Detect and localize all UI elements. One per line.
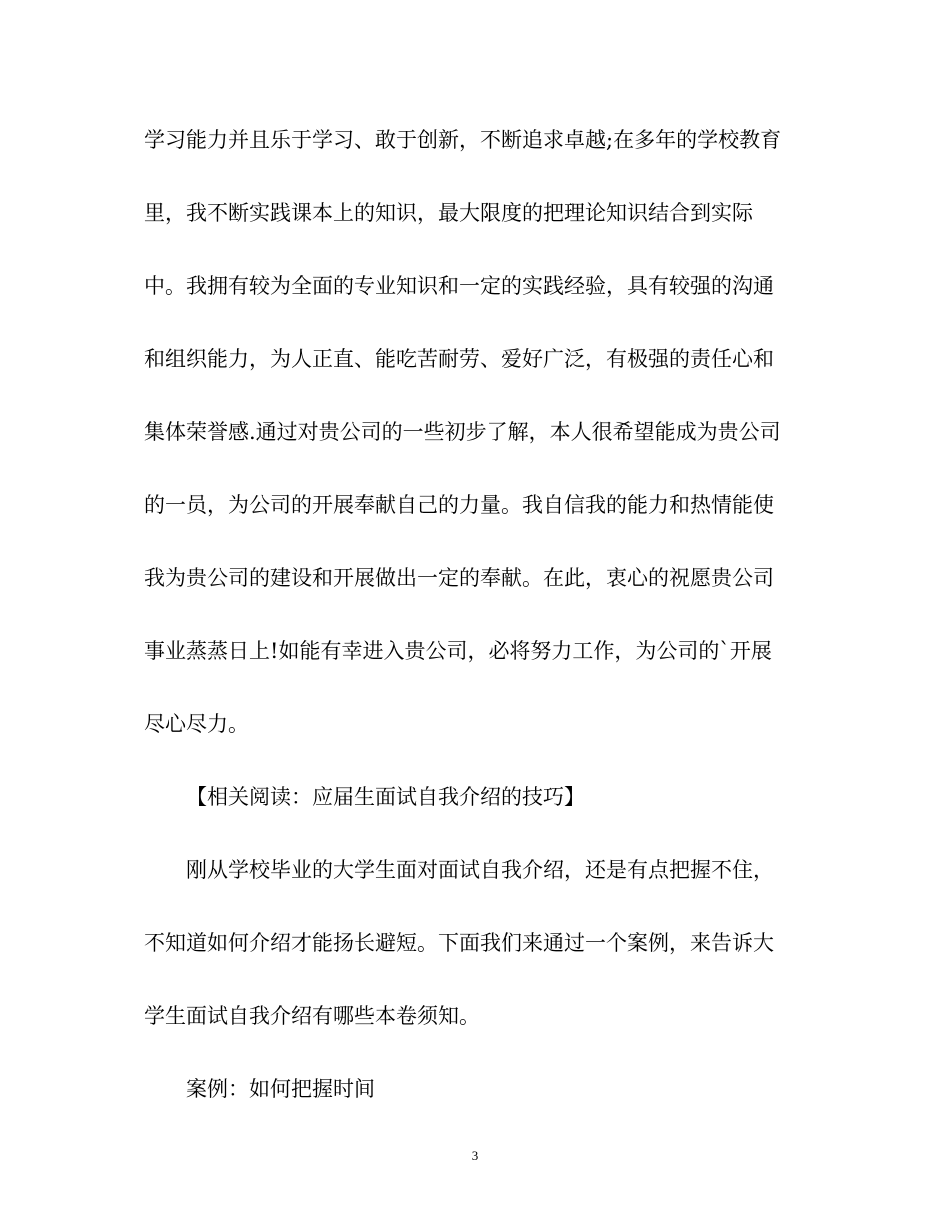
paragraph-line: 事业蒸蒸日上!如能有幸进入贵公司，必将努力工作，为公司的`开展 xyxy=(144,639,772,663)
paragraph-line: 刚从学校毕业的大学生面对面试自我介绍，还是有点把握不住， xyxy=(186,858,774,882)
paragraph-line: 中。我拥有较为全面的专业知识和一定的实践经验，具有较强的沟通 xyxy=(144,274,774,298)
paragraph-line: 和组织能力，为人正直、能吃苦耐劳、爱好广泛，有极强的责任心和 xyxy=(144,347,774,371)
paragraph-line: 学习能力并且乐于学习、敢于创新，不断追求卓越;在多年的学校教育 xyxy=(144,128,782,152)
paragraph-line: 的一员，为公司的开展奉献自己的力量。我自信我的能力和热情能使 xyxy=(144,493,774,517)
paragraph-line: 学生面试自我介绍有哪些本卷须知。 xyxy=(144,1004,480,1028)
paragraph-line: 尽心尽力。 xyxy=(144,712,249,736)
paragraph-line: 集体荣誉感.通过对贵公司的一些初步了解，本人很希望能成为贵公司 xyxy=(144,420,781,444)
paragraph-line: 我为贵公司的建设和开展做出一定的奉献。在此，衷心的祝愿贵公司 xyxy=(144,566,774,590)
page-number: 3 xyxy=(471,1148,479,1163)
paragraph-line: 不知道如何介绍才能扬长避短。下面我们来通过一个案例，来告诉大 xyxy=(144,931,774,955)
paragraph-line: 里，我不断实践课本上的知识，最大限度的把理论知识结合到实际 xyxy=(144,201,753,225)
related-reading-heading: 【相关阅读：应届生面试自我介绍的技巧】 xyxy=(186,785,585,809)
case-heading: 案例：如何把握时间 xyxy=(186,1077,375,1101)
